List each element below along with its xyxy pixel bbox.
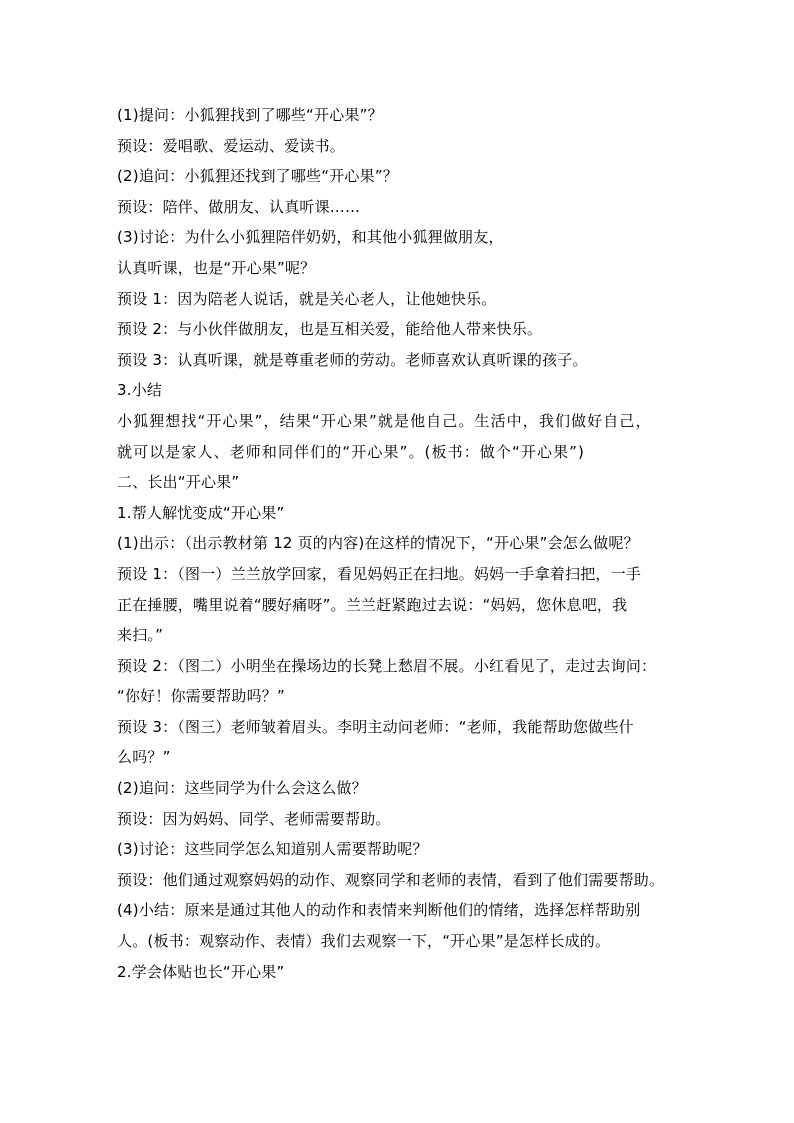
text-line: 预设 3：认真听课，就是尊重老师的劳动。老师喜欢认真听课的孩子。 — [117, 350, 588, 369]
text-line: “你好！你需要帮助吗？” — [117, 687, 285, 706]
section-heading: 3.小结 — [117, 381, 163, 400]
text-line: 预设：他们通过观察妈妈的动作、观察同学和老师的表情，看到了他们需要帮助。 — [117, 870, 665, 889]
text-line: 就可以是家人、老师和同伴们的“开心果”。(板书：做个“开心果”) — [117, 442, 585, 461]
text-line: (1)提问：小狐狸找到了哪些“开心果”？ — [117, 106, 383, 124]
text-line: 么吗？” — [117, 748, 171, 767]
section-heading: 1.帮人解忧变成“开心果” — [117, 503, 285, 522]
text-line: 小狐狸想找“开心果”，结果“开心果”就是他自己。生活中，我们做好自己， — [117, 411, 652, 430]
text-line: 认真听课，也是“开心果”呢？ — [117, 258, 316, 277]
text-line: 预设 1：（图一）兰兰放学回家，看见妈妈正在扫地。妈妈一手拿着扫把，一手 — [117, 564, 642, 583]
text-line: 预设：因为妈妈、同学、老师需要帮助。 — [117, 809, 391, 828]
text-line: (2)追问：小狐狸还找到了哪些“开心果”？ — [117, 167, 398, 186]
text-line: 正在捶腰，嘴里说着“腰好痛呀”。兰兰赶紧跑过去说：“妈妈，您休息吧，我 — [117, 595, 628, 614]
text-line: (3)讨论：这些同学怎么知道别人需要帮助呢？ — [117, 840, 428, 859]
text-line: 来扫。” — [117, 626, 164, 645]
document-page — [117, 100, 677, 987]
text-line: 预设 3：（图三）老师皱着眉头。李明主动问老师：“老师，我能帮助您做些什 — [117, 717, 634, 736]
section-heading: 2.学会体贴也长“开心果” — [117, 962, 285, 981]
text-line: 预设：爱唱歌、爱运动、爱读书。 — [117, 136, 346, 155]
text-line: 人。(板书：观察动作、表情）我们去观察一下，“开心果”是怎样长成的。 — [117, 932, 611, 951]
text-line: 预设：陪伴、做朋友、认真听课…… — [117, 197, 361, 216]
text-line: (4)小结：原来是通过其他人的动作和表情来判断他们的情绪，选择怎样帮助别 — [117, 901, 641, 920]
text-line: 预设 2：（图二）小明坐在操场边的长凳上愁眉不展。小红看见了，走过去询问： — [117, 656, 657, 675]
section-heading: 二、长出“开心果” — [117, 473, 240, 492]
text-line: (1)出示：（出示教材第 12 页的内容)在这样的情况下，“开心果”会怎么做呢？ — [117, 534, 639, 553]
text-line: (2)追问：这些同学为什么会这么做？ — [117, 779, 367, 798]
text-line: (3)讨论：为什么小狐狸陪伴奶奶，和其他小狐狸做朋友， — [117, 228, 504, 247]
text-line: 预设 1：因为陪老人说话，就是关心老人，让他她快乐。 — [117, 289, 497, 308]
text-line: 预设 2：与小伙伴做朋友，也是互相关爱，能给他人带来快乐。 — [117, 320, 543, 339]
